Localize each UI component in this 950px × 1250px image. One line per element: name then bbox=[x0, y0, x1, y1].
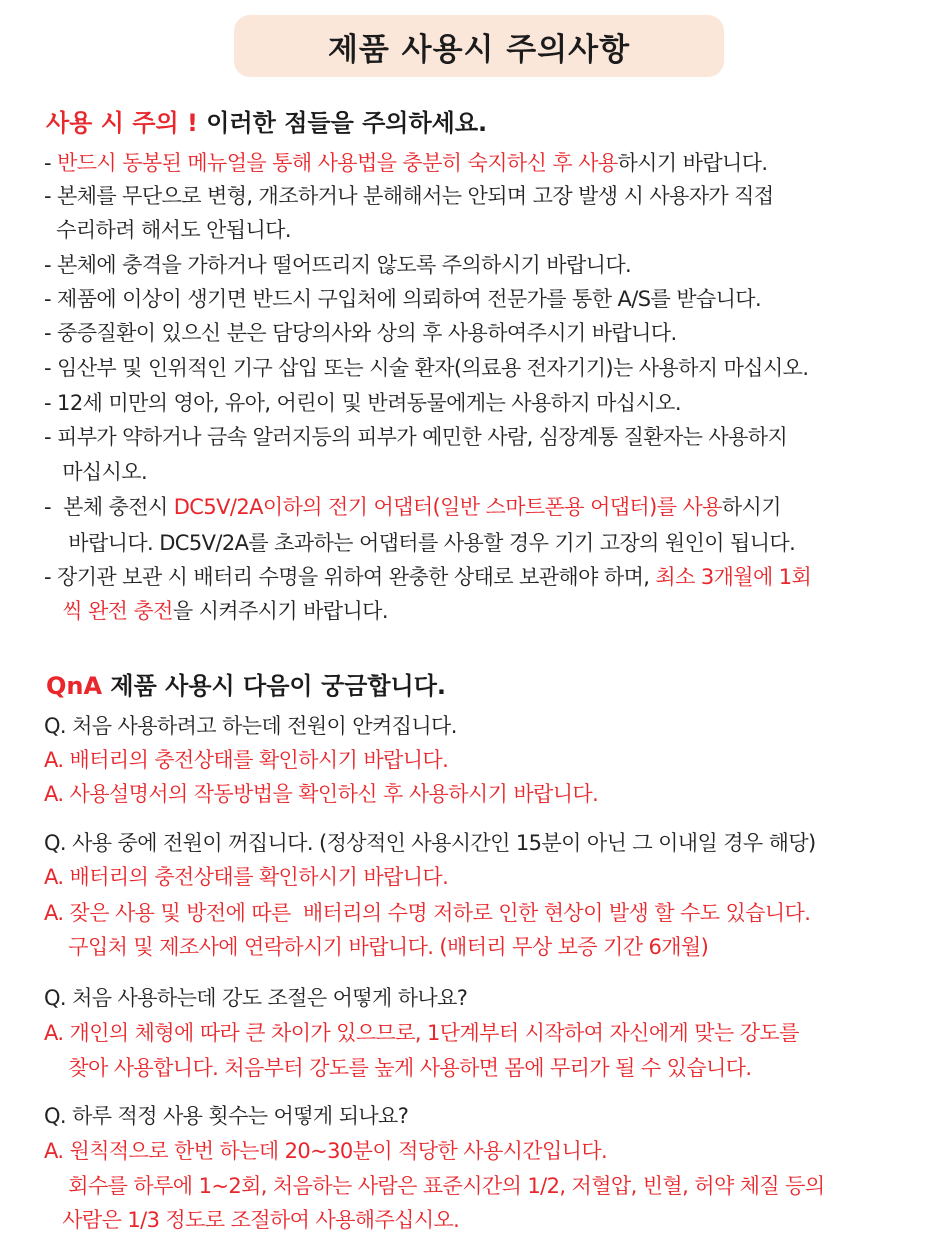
caution-line-pre: - 피부가 약하거나 금속 알러지등의 피부가 예민한 사람, 심장계통 질환자는 사용하지 bbox=[44, 425, 788, 449]
caution-line bbox=[44, 179, 774, 213]
caution-heading bbox=[46, 103, 487, 138]
caution-line bbox=[44, 282, 761, 316]
caution-line-pre: 마십시오. bbox=[44, 460, 148, 484]
caution-line-post: 하시기 bbox=[721, 495, 781, 519]
caution-line-pre: - 제품에 이상이 생기면 반드시 구입처에 의뢰하여 전문가를 통한 A/S를 받습니다. bbox=[44, 287, 762, 311]
qna-answer: A. 잦은 사용 및 방전에 따른 배터리의 수명 저하로 인한 현상이 발생 할 수도 있습니다. bbox=[44, 901, 811, 925]
caution-line bbox=[44, 594, 388, 628]
qna-question: Q. 처음 사용하는데 강도 조절은 어떻게 하나요? bbox=[44, 986, 468, 1010]
qna-heading-black: 제품 사용시 다음이 궁금합니다. bbox=[110, 672, 446, 700]
caution-line-post: 을 시켜주시기 바랍니다. bbox=[172, 599, 388, 623]
caution-line-post: 하시기 바랍니다. bbox=[617, 151, 768, 175]
title-banner bbox=[234, 15, 724, 77]
caution-line-red: 최소 3개월에 1회 bbox=[655, 565, 812, 589]
qna-answer: A. 개인의 체형에 따라 큰 차이가 있으므로, 1단계부터 시작하여 자신에게 맞는 강도를 bbox=[44, 1021, 799, 1045]
qna-answer: A. 배터리의 충전상태를 확인하시기 바랍니다. bbox=[44, 748, 449, 772]
caution-line-red: 씩 완전 충전 bbox=[62, 599, 173, 623]
caution-line bbox=[44, 526, 795, 560]
caution-line-pre: 바랍니다. DC5V/2A를 초과하는 어댑터를 사용할 경우 기기 고장의 원인이 됩니다. bbox=[44, 531, 796, 555]
caution-line-pre bbox=[44, 599, 62, 623]
qna-question: Q. 처음 사용하려고 하는데 전원이 안켜집니다. bbox=[44, 714, 457, 738]
caution-line-pre: - 본체 충전시 bbox=[44, 495, 174, 519]
caution-line bbox=[44, 386, 681, 420]
qna-answer: A. 배터리의 충전상태를 확인하시기 바랍니다. bbox=[44, 865, 449, 889]
qna-answer: 구입처 및 제조사에 연락하시기 바랍니다. (배터리 무상 보증 기간 6개월) bbox=[44, 935, 709, 959]
caution-line bbox=[44, 146, 767, 180]
caution-line bbox=[44, 316, 677, 350]
caution-line bbox=[44, 455, 147, 489]
caution-line bbox=[44, 213, 291, 247]
caution-line bbox=[44, 490, 781, 524]
qna-answer: 회수를 하루에 1~2회, 처음하는 사람은 표준시간의 1/2, 저혈압, 빈혈, 허약 체질 등의 bbox=[44, 1174, 825, 1198]
qna-answer: A. 사용설명서의 작동방법을 확인하신 후 사용하시기 바랍니다. bbox=[44, 782, 599, 806]
caution-line-pre: - 12세 미만의 영아, 유아, 어린이 및 반려동물에게는 사용하지 마십시오. bbox=[44, 391, 681, 415]
caution-line-red: DC5V/2A이하의 전기 어댑터(일반 스마트폰용 어댑터)를 사용 bbox=[173, 495, 722, 519]
qna-question: Q. 하루 적정 사용 횟수는 어떻게 되나요? bbox=[44, 1104, 409, 1128]
qna-answer: A. 원칙적으로 한번 하는데 20~30분이 적당한 사용시간입니다. bbox=[44, 1139, 608, 1163]
caution-line-pre: - 본체에 충격을 가하거나 떨어뜨리지 않도록 주의하시기 바랍니다. bbox=[44, 253, 632, 277]
caution-line-pre: - 장기관 보관 시 배터리 수명을 위하여 완충한 상태로 보관해야 하며, bbox=[44, 565, 656, 589]
caution-line bbox=[44, 248, 631, 282]
caution-line-pre: - 임산부 및 인위적인 기구 삽입 또는 시술 환자(의료용 전자기기)는 사용하지 마십시오. bbox=[44, 356, 809, 380]
caution-line-pre: 수리하려 해서도 안됩니다. bbox=[44, 218, 291, 242]
qna-heading bbox=[46, 666, 446, 701]
caution-line-pre: - 중증질환이 있으신 분은 담당의사와 상의 후 사용하여주시기 바랍니다. bbox=[44, 321, 677, 345]
caution-heading-black: 이러한 점들을 주의하세요. bbox=[206, 109, 488, 137]
caution-line-red: 반드시 동봉된 메뉴얼을 통해 사용법을 충분히 숙지하신 후 사용 bbox=[57, 151, 618, 175]
caution-line-pre: - bbox=[44, 151, 58, 175]
caution-line bbox=[44, 420, 787, 454]
qna-answer: 사람은 1/3 정도로 조절하여 사용해주십시오. bbox=[44, 1208, 460, 1232]
qna-heading-red: QnA bbox=[46, 672, 103, 700]
caution-line bbox=[44, 351, 808, 385]
qna-answer: 찾아 사용합니다. 처음부터 강도를 높게 사용하면 몸에 무리가 될 수 있습니다. bbox=[44, 1056, 752, 1080]
page-title: 제품 사용시 주의사항 bbox=[327, 31, 631, 68]
caution-heading-red: 사용 시 주의 ! bbox=[46, 109, 198, 137]
caution-line bbox=[44, 560, 811, 594]
qna-question: Q. 사용 중에 전원이 꺼집니다. (정상적인 사용시간인 15분이 아닌 그 이내일 경우 해당) bbox=[44, 831, 816, 855]
caution-line-pre: - 본체를 무단으로 변형, 개조하거나 분해해서는 안되며 고장 발생 시 사용자가 직접 bbox=[44, 184, 774, 208]
